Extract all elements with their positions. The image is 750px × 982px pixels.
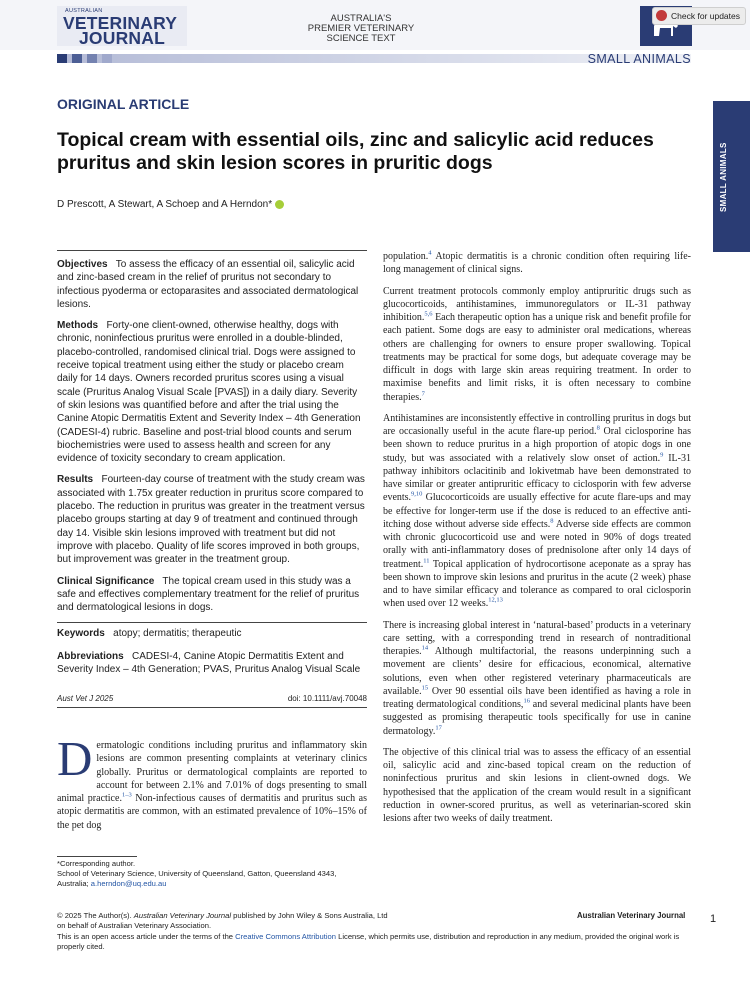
color-square [72,54,82,63]
license-notice [57,932,697,952]
reference-link[interactable]: 9 [660,451,664,459]
tagline-line: SCIENCE TEXT [326,33,396,44]
copyright-notice [57,911,617,931]
abbreviations-heading: Abbreviations [57,650,124,662]
reference-link[interactable]: 16 [523,697,530,705]
copyright-text: © 2025 The Author(s). [57,911,134,920]
copyright-journal: Australian Veterinary Journal [133,911,232,920]
article-type: ORIGINAL ARTICLE [57,96,190,112]
orcid-icon[interactable] [275,200,284,209]
abbreviations [57,650,367,677]
abstract-methods [57,319,367,465]
body-text: There is increasing global interest in ‘natural-based’ products in a veterinary care setting, with a corresponding trend in research of nontraditional therapies. [383,619,691,657]
body-text: Adverse side effects are common with chronic glucocorticoid use and were noted in 90% of dogs treated orally with anti-inflammatory doses of prednisolone after only 14 days of treatment. [383,518,691,570]
abstract-mid-rule [57,622,367,623]
body-text: Topical application of hydrocortisone aceponate as a spray has been shown to improve skin lesions and pruritus in the acute (2 week) phase and to have similar efficacy and tolerance as compared to oral ciclosporin when used over 12 weeks. [383,558,691,610]
intro-paragraph [57,731,367,832]
body-paragraph [383,412,691,611]
abstract-heading: Clinical Significance [57,575,155,587]
reference-link[interactable]: 4 [428,249,432,257]
reference-link[interactable]: 14 [421,644,429,652]
copyright-text: published by John Wiley & Sons Australia, Ltd [231,911,388,920]
correspondence-address: School of Veterinary Science, University of Queensland, Gatton, Queensland 4343, Australia; [57,868,337,888]
citation: Aust Vet J 2025 [57,694,114,703]
abstract-objectives [57,258,367,311]
reference-link[interactable]: 15 [421,684,429,692]
abstract-clinical-significance [57,575,367,615]
abstract-heading: Results [57,474,94,486]
page-number: 1 [710,913,717,925]
tagline-line: AUSTRALIA'S [330,13,392,24]
body-text: and several medicinal plants have been suggested as promising therapeutic tools specifically for use in canine dermatology. [383,699,691,737]
abstract-box [57,250,367,676]
article-title: Topical cream with essential oils, zinc and salicylic acid reduces pruritus and skin lesion scores in pruritic dogs [57,129,654,174]
reference-link[interactable]: 1–3 [121,791,132,799]
reference-link[interactable]: 8 [596,424,600,432]
author-list [57,199,284,210]
abstract-heading: Methods [57,320,99,332]
author-names[interactable]: D Prescott, A Stewart, A Schoep and A Herndon* [57,199,273,210]
abstract-bottom-rule [57,707,367,708]
correspondence-note [57,859,367,888]
logo-line1: VETERINARY [63,13,178,33]
footnote-rule [57,856,137,857]
reference-link[interactable]: 9,10 [411,490,423,498]
keywords [57,627,367,640]
check-for-updates-button[interactable] [652,7,746,25]
body-text: Glucocorticoids are usually effective for acute flare-ups and may be effective for longer-term use if the dose is reduced to an effective anti-itching dose without adverse side effects. [383,492,691,530]
color-square [102,54,112,63]
body-text: The objective of this clinical trial was to assess the efficacy of an essential oil, salicylic acid and zinc-based topical cream on the reduction of noninfectious pruritus and skin lesions in client-owned dogs. We hypothesised that the application of the cream would result in a significant reduction in owner-scored pruritus, as well as veterinarian-scored skin lesions after two weeks of daily treatment. [383,746,691,824]
journal-logo[interactable] [57,6,187,46]
body-paragraph [383,285,691,404]
body-text: Oral ciclosporine has been shown to reduce pruritus in a high proportion of atopic dogs in one study, but was associated with a relatively slow onset of action. [383,426,691,464]
email-link[interactable]: a.herndon@uq.edu.au [90,878,167,888]
reference-link[interactable]: 17 [435,724,442,732]
body-text: Atopic dermatitis is a chronic condition often requiring life-long management of clinical signs. [383,251,691,276]
abstract-text: Fourteen-day course of treatment with the study cream was associated with 1.75x greater reduction in pruritus score compared to placebo. The reduction in pruritus was greater in the treatment versus placebo groups starting at day 9 of treatment and continued through day 14. Visible skin lesions improved with treatment but did not improve with placebo. Quality of life scores improved in both groups, but improvement was greater in the treatment group. [57,474,365,566]
body-paragraph [383,746,691,826]
body-text: IL-31 pathway inhibitors oclacitinib and lokivetmab have been demonstrated to have similar or greater antipruritic efficacy to ciclosporin with few adverse events. [383,452,691,504]
keywords-text: atopy; dermatitis; therapeutic [113,628,242,640]
corresponding-author-label: *Corresponding author. [57,859,136,868]
intro-text: Non-infectious causes of dermatitis and pruritus such as atopic dermatitis are common, with an estimated prevalence of 10%–15% of the pet dog [57,793,367,831]
side-tab-label: SMALL ANIMALS [719,142,728,212]
body-text: Each therapeutic option has a unique risk and benefit profile for each patient. Some dogs are easy to administer oral medications, whereas others are challenging for owners to ensure proper swallowing. Topical treatments may be practical for some dogs, but adequate coverage may be difficult in dogs with large skin areas requiring treatment. In order to maximise benefits and limit risks, it is often necessary to combine therapies. [383,312,691,403]
reference-link[interactable]: 8 [550,517,554,525]
journal-tagline [296,14,426,44]
body-text: Antihistamines are inconsistently effective in controlling pruritus in dogs but are occasionally useful in the acute flare-up period. [383,412,691,437]
abstract-results [57,473,367,566]
drop-cap: D [57,731,93,786]
body-paragraph [383,619,691,738]
reference-link[interactable]: 5,6 [424,310,433,318]
copyright-text: on behalf of Australian Veterinary Association. [57,920,212,930]
footer-journal-name: Australian Veterinary Journal [577,911,686,920]
update-icon [656,10,667,21]
tagline-line: PREMIER VETERINARY [307,23,415,34]
color-square [57,54,67,63]
reference-link[interactable]: 7 [421,390,425,398]
right-column [383,250,691,833]
body-text: Over 90 essential oils have been identified as having a role in treating dermatological conditions, [383,685,691,710]
abstract-top-rule [57,250,367,251]
abbreviations-text: CADESI-4, Canine Atopic Dermatitis Extent and Severity Index – 4th Generation; PVAS, Pruritus Analog Visual Scale [57,650,361,676]
license-link[interactable]: Creative Commons Attribution [235,932,336,941]
license-text: License, which permits use, distribution and reproduction in any medium, provided the original work is properly cited. [57,932,680,951]
abstract-heading: Objectives [57,259,108,270]
keywords-heading: Keywords [57,628,105,640]
body-text: Although multifactorial, the reasons underpinning such a movement are clients’ desire for efficacious, economical, alternative solutions, even when other registered veterinary pharmaceuticals are available. [383,646,691,697]
abstract-text: The topical cream used in this study was a safe and effectives complementary treatment for the relief of pruritus and dermatological lesions in dogs. [57,575,360,614]
color-square [87,54,97,63]
citation-line [57,694,367,708]
body-text: Current treatment protocols commonly employ antipruritic drugs such as glucocorticoids, antihistamines, immunoregulators or IL-31 pathway inhibition. [383,285,691,323]
license-text: This is an open access article under the terms of the [57,932,236,941]
body-text: population. [383,251,429,262]
body-paragraph [383,250,691,277]
reference-link[interactable]: 11 [423,557,430,565]
doi[interactable]: doi: 10.1111/avj.70048 [287,694,367,703]
section-label: SMALL ANIMALS [587,52,691,66]
logo-small-text: AUSTRALIAN [65,8,103,14]
logo-line2: JOURNAL [79,28,165,48]
abstract-text: Forty-one client-owned, otherwise healthy, dogs with chronic, noninfectious pruritus were enrolled in a double-blinded, placebo-controlled, randomised clinical trial. Dogs were assigned to receive topical treatment using either the study or placebo cream daily for 14 days. Owners recorded pruritus scores using a visual scale (Pruritus Analog Visual Scale [PVAS]) in a daily diary. Severity of skin lesions was quantified before and after the trial using the Canine Atopic Dermatitis Extent and Severity Index – 4th Generation (CADESI-4) rubric. Baseline and post-trial blood counts and serum biochemistries were used to assess health and screen for any evidence of toxicity secondary to cream application. [57,320,361,465]
intro-text: ermatologic conditions including pruritus and inflammatory skin lesions are common presenting complaints at veterinary clinics globally. Pruritus or dermatological complaints are reported to account for between 2.1% and 7.01% of dogs presenting to small animal practice. [57,740,367,804]
check-for-updates-label: Check for updates [671,11,740,21]
abstract-text: To assess the efficacy of an essential oil, salicylic acid and zinc-based cream in the relief of pruritus not secondary to infectious pyoderma or ectoparasites and associated dermatological lesions. [57,259,359,310]
reference-link[interactable]: 12,13 [488,596,503,604]
